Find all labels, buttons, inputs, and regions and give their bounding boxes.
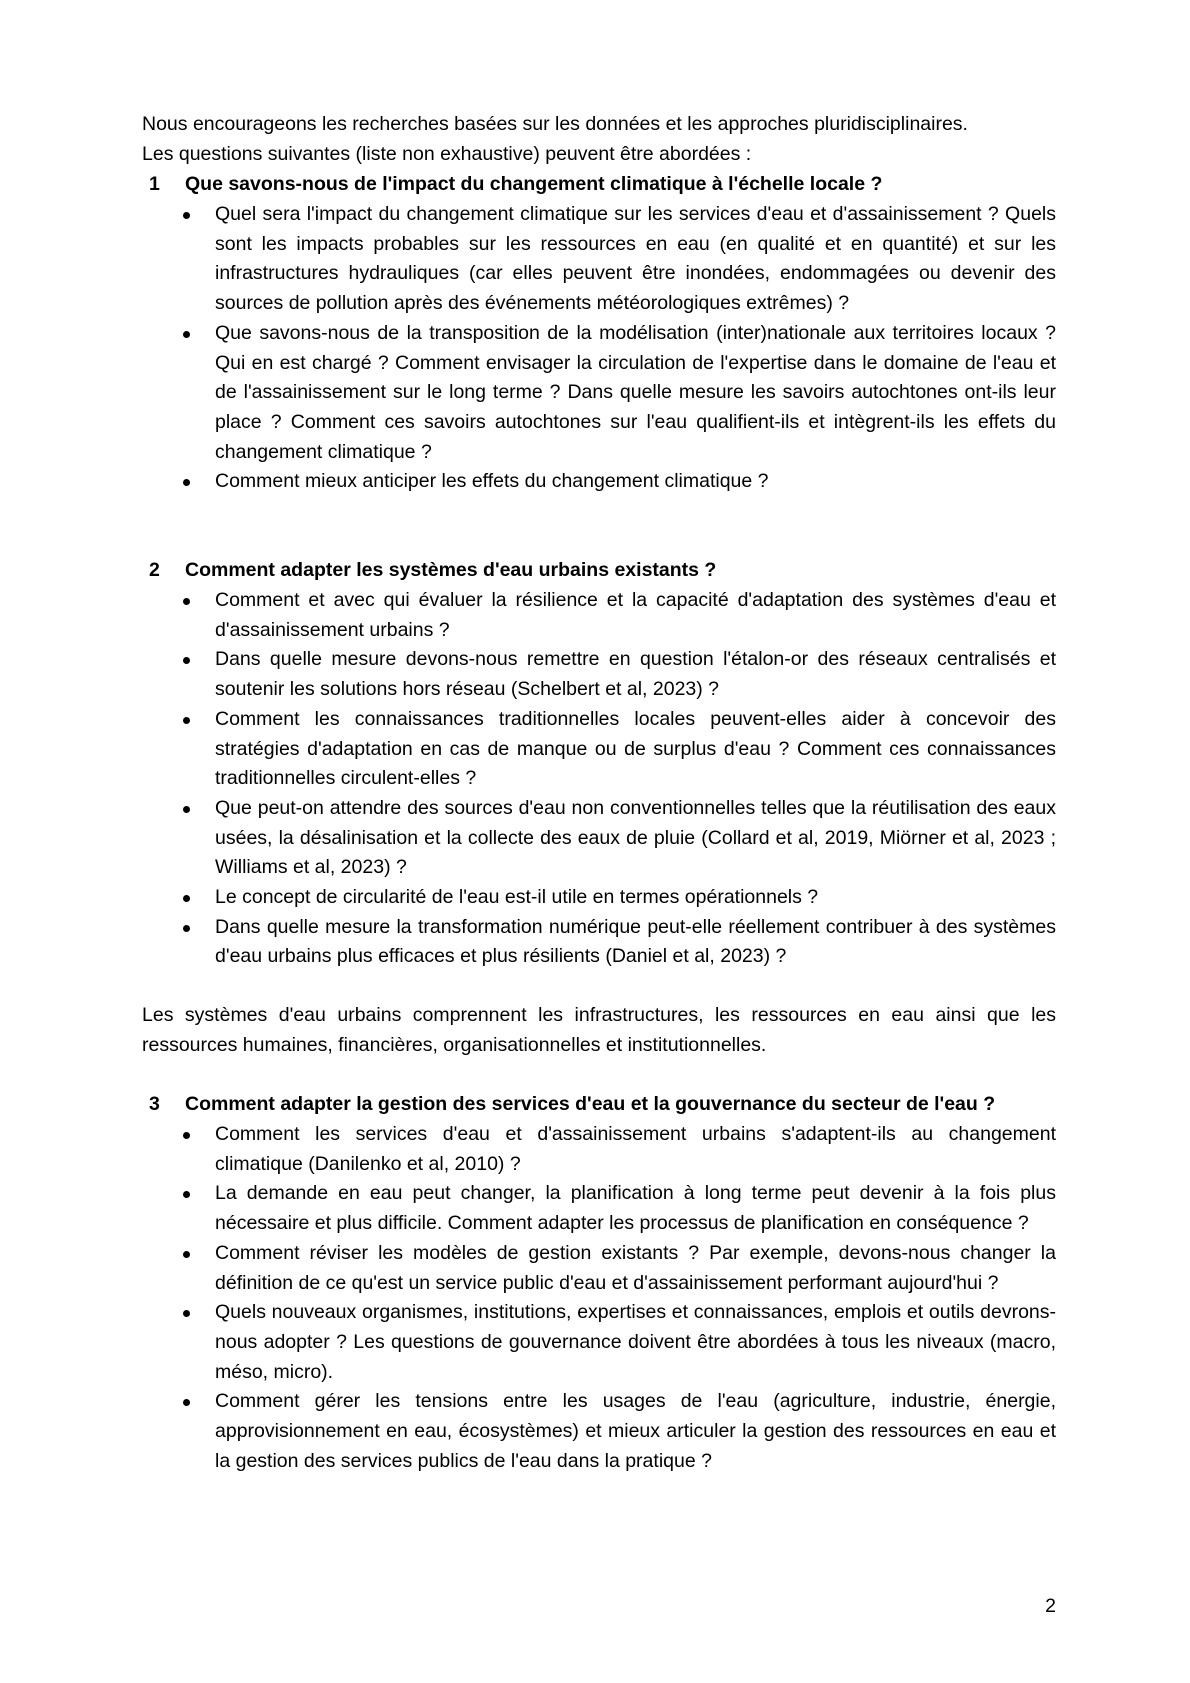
- list-item: [180, 913, 1056, 972]
- list-item-text: La demande en eau peut changer, la planification à long terme peut devenir à la fois plus nécessaire et plus difficile. Comment adapter les processus de planification en conséquence ?: [215, 1182, 1056, 1235]
- list-item: [180, 794, 1056, 883]
- list-item: [180, 467, 1056, 497]
- list-item-text: Comment les connaissances traditionnelles locales peuvent-elles aider à concevoir des stratégies d'adaptation en cas de manque ou de surplus d'eau ? Comment ces connaissances traditionnelles circulent-elles ?: [215, 707, 1056, 790]
- section-3-number: 3: [149, 1093, 160, 1115]
- list-item-text: Le concept de circularité de l'eau est-il utile en termes opérationnels ?: [215, 886, 819, 909]
- list-item: [180, 1179, 1056, 1238]
- section-2-heading: [149, 556, 1069, 586]
- intro-line-2: Les questions suivantes (liste non exhaustive) peuvent être abordées :: [142, 142, 752, 165]
- list-item-text: Comment et avec qui évaluer la résilience et la capacité d'adaptation des systèmes d'eau et d'assainissement urbains ?: [215, 589, 1056, 641]
- list-item: [180, 1120, 1056, 1179]
- section-3-title: Comment adapter la gestion des services d'eau et la gouvernance du secteur de l'eau ?: [185, 1093, 996, 1115]
- list-item: [180, 1387, 1056, 1476]
- section-1-title: Que savons-nous de l'impact du changement climatique à l'échelle locale ?: [185, 173, 883, 195]
- list-item-text: Quel sera l'impact du changement climatique sur les services d'eau et d'assainissement ? Quels sont les impacts probables sur les ressources en eau (en qualité et en quantité) et sur les infrastructures hydrauliques (car elles peuvent être inondées, endommagées ou devenir des sources de pollution après des événements météorologiques extrêmes) ?: [215, 203, 1056, 315]
- list-item: [180, 705, 1056, 794]
- list-item: [180, 645, 1056, 704]
- list-item-text: Comment les services d'eau et d'assainissement urbains s'adaptent-ils au changement climatique (Danilenko et al, 2010) ?: [215, 1123, 1056, 1175]
- list-item-text: Que savons-nous de la transposition de la modélisation (inter)nationale aux territoires locaux ? Qui en est chargé ? Comment envisager la circulation de l'expertise dans le domaine de l'eau et de l'assainissement sur le long terme ? Dans quelle mesure les savoirs autochtones ont-ils leur place ? Comment ces savoirs autochtones sur l'eau qualifient-ils et intègrent-ils les effets du changement climatique ?: [215, 321, 1056, 463]
- list-item-text: Quels nouveaux organismes, institutions, expertises et connaissances, emplois et outils devrons-nous adopter ? Les questions de gouvernance doivent être abordées à tous les niveaux (macro, méso, micro).: [215, 1301, 1056, 1383]
- section-2-title: Comment adapter les systèmes d'eau urbains existants ?: [185, 559, 717, 581]
- section-3-heading: [149, 1090, 1069, 1120]
- list-item: [180, 586, 1056, 645]
- list-item: [180, 1239, 1056, 1298]
- list-item: [180, 883, 1056, 913]
- list-item-text: Dans quelle mesure devons-nous remettre en question l'étalon-or des réseaux centralisés et soutenir les solutions hors réseau (Schelbert et al, 2023) ?: [215, 648, 1056, 701]
- section-1-number: 1: [149, 173, 160, 195]
- list-item: [180, 1298, 1056, 1387]
- section-2-number: 2: [149, 559, 160, 581]
- intro-line-1: Nous encourageons les recherches basées sur les données et les approches pluridisciplinaires.: [142, 113, 968, 135]
- intro-paragraph: [142, 110, 1056, 169]
- section-2-bullet-list: [180, 586, 1056, 972]
- page-number: 2: [1045, 1595, 1056, 1617]
- section-3-bullet-list: [180, 1120, 1056, 1476]
- list-item-text: Que peut-on attendre des sources d'eau non conventionnelles telles que la réutilisation des eaux usées, la désalinisation et la collecte des eaux de pluie (Collard et al, 2019, Miörner et al, 2023 ; Williams et al, 2023) ?: [215, 796, 1056, 879]
- list-item-text: Comment gérer les tensions entre les usages de l'eau (agriculture, industrie, énergie, approvisionnement en eau, écosystèmes) et mieux articuler la gestion des ressources en eau et la gestion des services publics de l'eau dans la pratique ?: [215, 1390, 1056, 1472]
- section-1-bullet-list: [180, 200, 1056, 497]
- list-item: [180, 319, 1056, 468]
- list-item-text: Dans quelle mesure la transformation numérique peut-elle réellement contribuer à des systèmes d'eau urbains plus efficaces et plus résilients (Daniel et al, 2023) ?: [215, 915, 1056, 968]
- list-item-text: Comment mieux anticiper les effets du changement climatique ?: [215, 470, 769, 493]
- list-item: [180, 200, 1056, 319]
- list-item-text: Comment réviser les modèles de gestion existants ? Par exemple, devons-nous changer la définition de ce qu'est un service public d'eau et d'assainissement performant aujourd'hui ?: [215, 1241, 1056, 1294]
- interlude-paragraph: Les systèmes d'eau urbains comprennent les infrastructures, les ressources en eau ainsi que les ressources humaines, financières, organisationnelles et institutionnelles.: [142, 1004, 1056, 1056]
- section-1-heading: [149, 170, 1069, 200]
